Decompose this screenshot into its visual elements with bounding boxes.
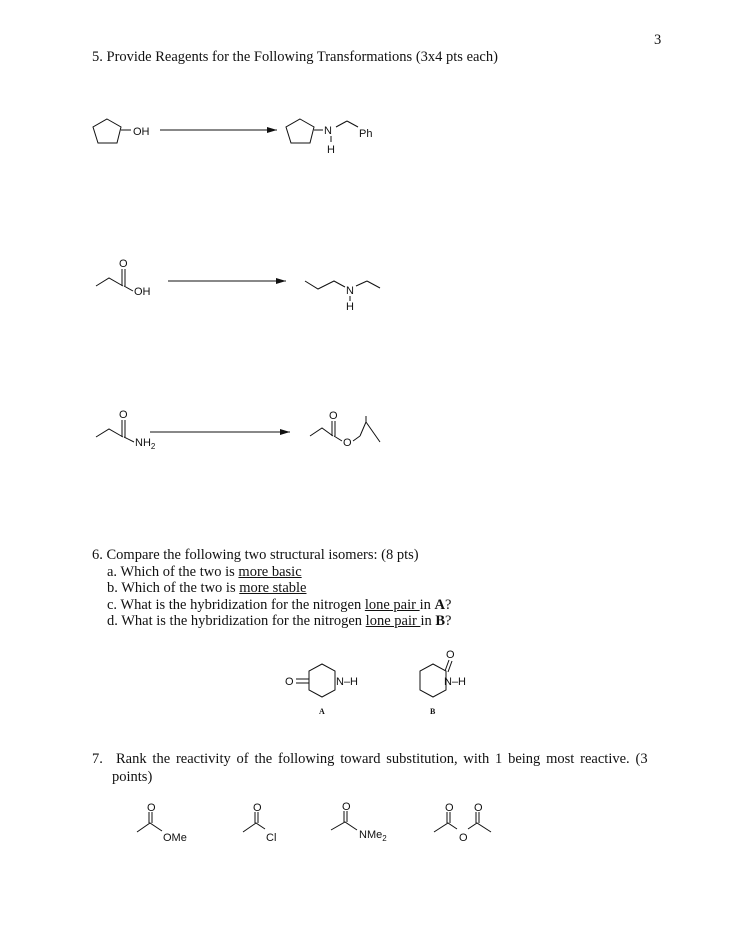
rxn2-product-amine bbox=[305, 281, 380, 301]
q6-d-in: in bbox=[420, 613, 436, 629]
q6-c-in: in bbox=[419, 597, 435, 613]
rxn1-n-label: N bbox=[324, 125, 332, 137]
structure-a-ring bbox=[296, 664, 335, 697]
rxn1-product-amine bbox=[286, 119, 358, 143]
q6-d-end: ? bbox=[445, 613, 452, 629]
q6-c-text: c. What is the hybridization for the nitrogen bbox=[107, 597, 365, 613]
q6-d-underline: lone pair bbox=[365, 613, 421, 629]
q6-b-underline: more stable bbox=[239, 580, 307, 596]
rxn1-oh-label: OH bbox=[133, 126, 150, 138]
rxn3-ester-o-label: O bbox=[343, 437, 352, 449]
q6-d-text: d. What is the hybridization for the nitrogen bbox=[107, 613, 366, 629]
rxn3-nh2-label: $NH_2$ bbox=[135, 437, 156, 451]
q7-c2-o-label: O bbox=[253, 802, 262, 814]
structure-b-letter: B bbox=[430, 707, 436, 716]
q7-c2-cl-label: Cl bbox=[266, 832, 277, 844]
q7-c3-o-label: O bbox=[342, 801, 351, 813]
q6-a-underline: more basic bbox=[238, 564, 302, 580]
rxn1-reactant-cyclopentanol bbox=[93, 119, 131, 143]
rxn2-h-label: H bbox=[346, 301, 354, 313]
q7-title-line1: Rank the reactivity of the following toward substitution, with 1 being most reactive. (3 bbox=[116, 751, 648, 767]
q7-number: 7. bbox=[92, 751, 103, 767]
q6-c-end: ? bbox=[445, 597, 452, 613]
structure-a-letter: A bbox=[319, 707, 325, 716]
q6-d-bold: B bbox=[435, 613, 446, 629]
q7-c4-o2-label: O bbox=[474, 802, 483, 814]
rxn3-carbonyl-o-label: O bbox=[329, 410, 338, 422]
structure-a-o-label: O bbox=[285, 676, 294, 688]
rxn3-reactant-propanamide bbox=[96, 420, 134, 442]
rxn2-oh-label: OH bbox=[134, 286, 151, 298]
page-number: 3 bbox=[654, 32, 662, 48]
rxn2-reactant-propanoic-acid bbox=[96, 269, 133, 291]
rxn1-ph-label: Ph bbox=[359, 128, 373, 140]
q6-a-text: a. Which of the two is bbox=[107, 564, 239, 580]
q7-c4-o3-label: O bbox=[459, 832, 468, 844]
q6-c-bold: A bbox=[434, 597, 445, 613]
q7-dimethylacetamide bbox=[331, 811, 357, 830]
q7-acetic-anhydride bbox=[434, 812, 491, 832]
q6-title: 6. Compare the following two structural isomers: (8 pts) bbox=[92, 547, 419, 563]
rxn2-n-label: N bbox=[346, 285, 354, 297]
q5-title: 5. Provide Reagents for the Following Transformations (3x4 pts each) bbox=[92, 49, 498, 65]
structure-a-nh-label: N–H bbox=[336, 676, 359, 688]
q7-c3-nme2-label: NMe$_2$ bbox=[359, 829, 387, 843]
q6-c-underline: lone pair bbox=[364, 597, 420, 613]
q6-b-text: b. Which of the two is bbox=[107, 580, 240, 596]
q7-c4-o1-label: O bbox=[445, 802, 454, 814]
rxn1-h-label: H bbox=[327, 144, 335, 156]
q7-c1-ome-label: OMe bbox=[163, 832, 187, 844]
q7-acetyl-chloride bbox=[243, 812, 265, 832]
rxn2-o-label: O bbox=[119, 258, 128, 270]
q7-c1-o-label: O bbox=[147, 802, 156, 814]
q7-title-line2: points) bbox=[112, 769, 153, 785]
rxn3-o-label: O bbox=[119, 409, 128, 421]
structure-b-nh-label: N–H bbox=[444, 676, 467, 688]
structure-b-o-label: O bbox=[446, 649, 455, 661]
q7-methyl-acetate bbox=[137, 812, 162, 832]
